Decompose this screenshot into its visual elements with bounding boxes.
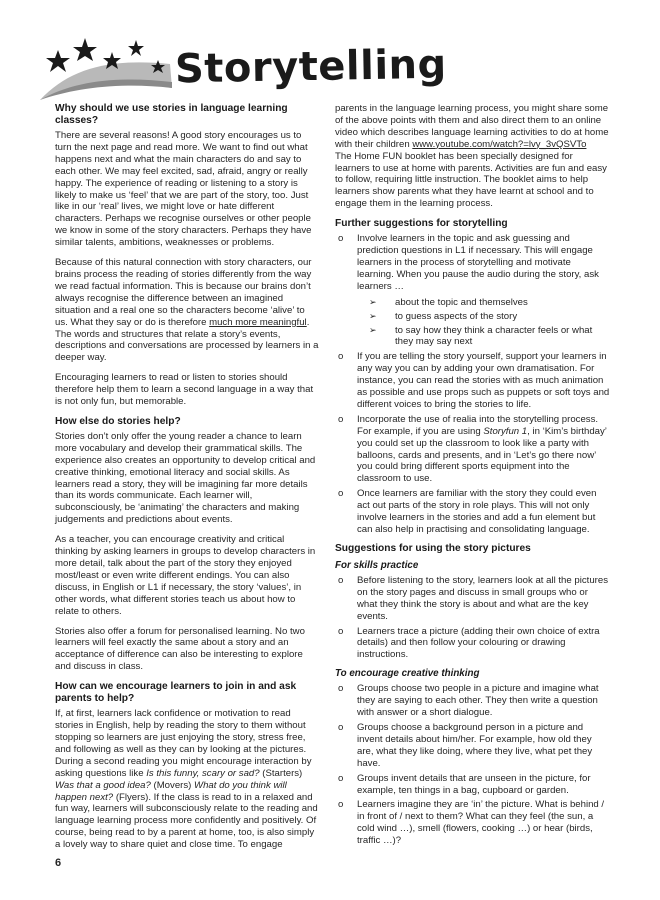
subsection-heading: For skills practice [335,559,419,571]
paragraph: Encouraging learners to read or listen to stories should therefore help them to learn a second language in a way that is not only fun, but memorable. [55,372,314,408]
paragraph: Because of this natural connection with story characters, our brains process the reading of stories differently from the way we read factual information. This is because our brains don’t always recognise the difference between an imagined situation and a real one so the characters become ‘alive’ to us. What they say or do is therefore much more meaningful. The words and structures that relate a story’s events, descriptions and conversations are processed by learners in a deeper way. [55,257,319,364]
section-heading: How can we encourage learners to join in and ask parents to help? [55,681,297,705]
list-item: o Groups invent details that are unseen in the picture, for example, ten things in a bag, cupboard or garden. [335,773,610,797]
page-header [40,30,448,105]
paragraph: There are several reasons! A good story encourages us to turn the next page and read more. We want to find out what happens next and what the main characters do and say to each other. We may feel excited, sad, afraid, angry or really happy. The experience of reading or listening to a story is likely to make us ‘feel’ that we are part of the story, too. Just like in our ‘real’ lives, we might love or hate different characters. Perhaps we recognise ourselves or other people we know in some of the story characters. Perhaps they have similar talents, ambitions, weaknesses or problems. [55,130,312,249]
sub-list-item: ➢ to guess aspects of the story [357,311,610,323]
star-icon [73,38,97,61]
list-item: o Groups choose two people in a picture and imagine what they are saying to each other. They then write a question with answer or a short dialogue. [335,683,610,719]
list-item: o Learners trace a picture (adding their own choice of extra details) and then follow your colouring or drawing instructions. [335,626,610,662]
sub-list [357,297,610,349]
list-item: o Once learners are familiar with the story they could even act out parts of the story in role plays. This will not only involve learners in the stories and add a fun element but can also help in practising and consolidating language. [335,488,610,536]
page-number: 6 [55,857,62,869]
suggestion-list [335,233,610,536]
section-heading: Why should we use stories in language learning classes? [55,103,288,126]
list-item: o Before listening to the story, learners look at all the pictures on the story pages and discuss in small groups who or what they think the story is about and what are the key events. [335,575,610,623]
creative-list [335,683,610,847]
list-item: o If you are telling the story yourself, support your learners in any way you can by adding your own dramatisation. For instance, you can read the stories with as much animation as possible and use props such as puppets or soft toys and different voices to bring the stories to life. [335,351,610,411]
list-item: o Groups choose a background person in a picture and invent details about him/her. For example, how old they are, what they like doing, where they live, what pet they have. [335,722,610,770]
left-column [55,103,320,859]
paragraph: If, at first, learners lack confidence or motivation to read stories in English, help by reading the story to them without stopping so learners are just enjoying the story, stress free, and following as well as they can by looking at the pictures. During a second reading you might encourage interaction by asking questions like Is this funny, scary or sad? (Starters) Was that a good idea? (Movers) What do you think will happen next? (Flyers). If the class is read to in a relaxed and fun way, learners will subconsciously relate to the reading and language learning process more confidently and positively. Of course, being read to by a parent at home, too, is also simply a lovely way to share quiet and close time. To engage [55,708,318,851]
page-title: Storytelling [174,41,448,93]
paragraph: parents in the language learning process, you might share some of the above points with them and also direct them to an online video which describes language learning activities to do at home with their children www.youtube.com/watch?=lvy_3vQSVTo [335,103,609,150]
paragraph: Stories don’t only offer the young reader a chance to learn more vocabulary and develop their grammatical skills. The experience also creates an opportunity to develop critical and creative thinking, emotional literacy and social skills. As learners read a story, they will be imagining far more details than its words communicate. Each learner will, subconsciously, be ‘animating’ the characters and making judgements and predictions about events. [55,430,316,526]
skills-list [335,575,610,661]
list-item: o Learners imagine they are ‘in’ the picture. What is behind / in front of / next to them? What can they feel (the sun, a cold wind …), smell (flowers, cooking …) or hear (birds, traffic …)? [335,799,610,847]
star-icon [128,40,144,56]
star-icon [46,50,70,72]
list-item: o Involve learners in the topic and ask guessing and prediction questions in L1 if necessary. This will engage learners in the process of storytelling and motivate learning. When you pause the audio during the story, ask learners … ➢ about the topic and themselves ➢ to guess aspects of the story ➢ to say how they think a character feels or what they may say next [335,233,610,348]
list-item: o Incorporate the use of realia into the storytelling process. For example, if you are using Storyfun 1, in ‘Kim’s birthday’ you could set up the classroom to look like a party with balloons, cards and presents, and in ‘Let’s go there now’ you could bring different sports equipment into the classroom to use. [335,414,610,485]
section-heading: Further suggestions for storytelling [335,218,508,230]
sub-list-item: ➢ about the topic and themselves [357,297,610,309]
subsection-heading: To encourage creative thinking [335,668,480,680]
section-heading: How else do stories help? [55,415,181,427]
paragraph: Stories also offer a forum for personalised learning. No two learners will feel exactly the same about a story and an acceptance of difference can also be interesting to explore and discuss in class. [55,625,305,673]
sub-list-item: ➢ to say how they think a character feels or what they may say next [357,325,610,349]
right-column [335,103,610,854]
inline-link[interactable]: much more meaningful [209,316,307,328]
video-link[interactable]: www.youtube.com/watch?=lvy_3vQSVTo [412,138,587,150]
paragraph: As a teacher, you can encourage creativity and critical thinking by asking learners in groups to develop characters in more detail, talk about the part of the story they enjoyed most/least or even write different endings. You can also discuss, in English or L1 if necessary, the story ‘values’, in other words, what different stories teach us about how to relate to others. [55,534,316,617]
paragraph: The Home FUN booklet has been specially designed for learners to use at home with parents. Activities are fun and easy to follow, requiring little instruction. The booklet aims to help learners show parents what they have learnt at school and to engage them in the learning process. [335,150,607,210]
section-heading: Suggestions for using the story pictures [335,542,531,554]
